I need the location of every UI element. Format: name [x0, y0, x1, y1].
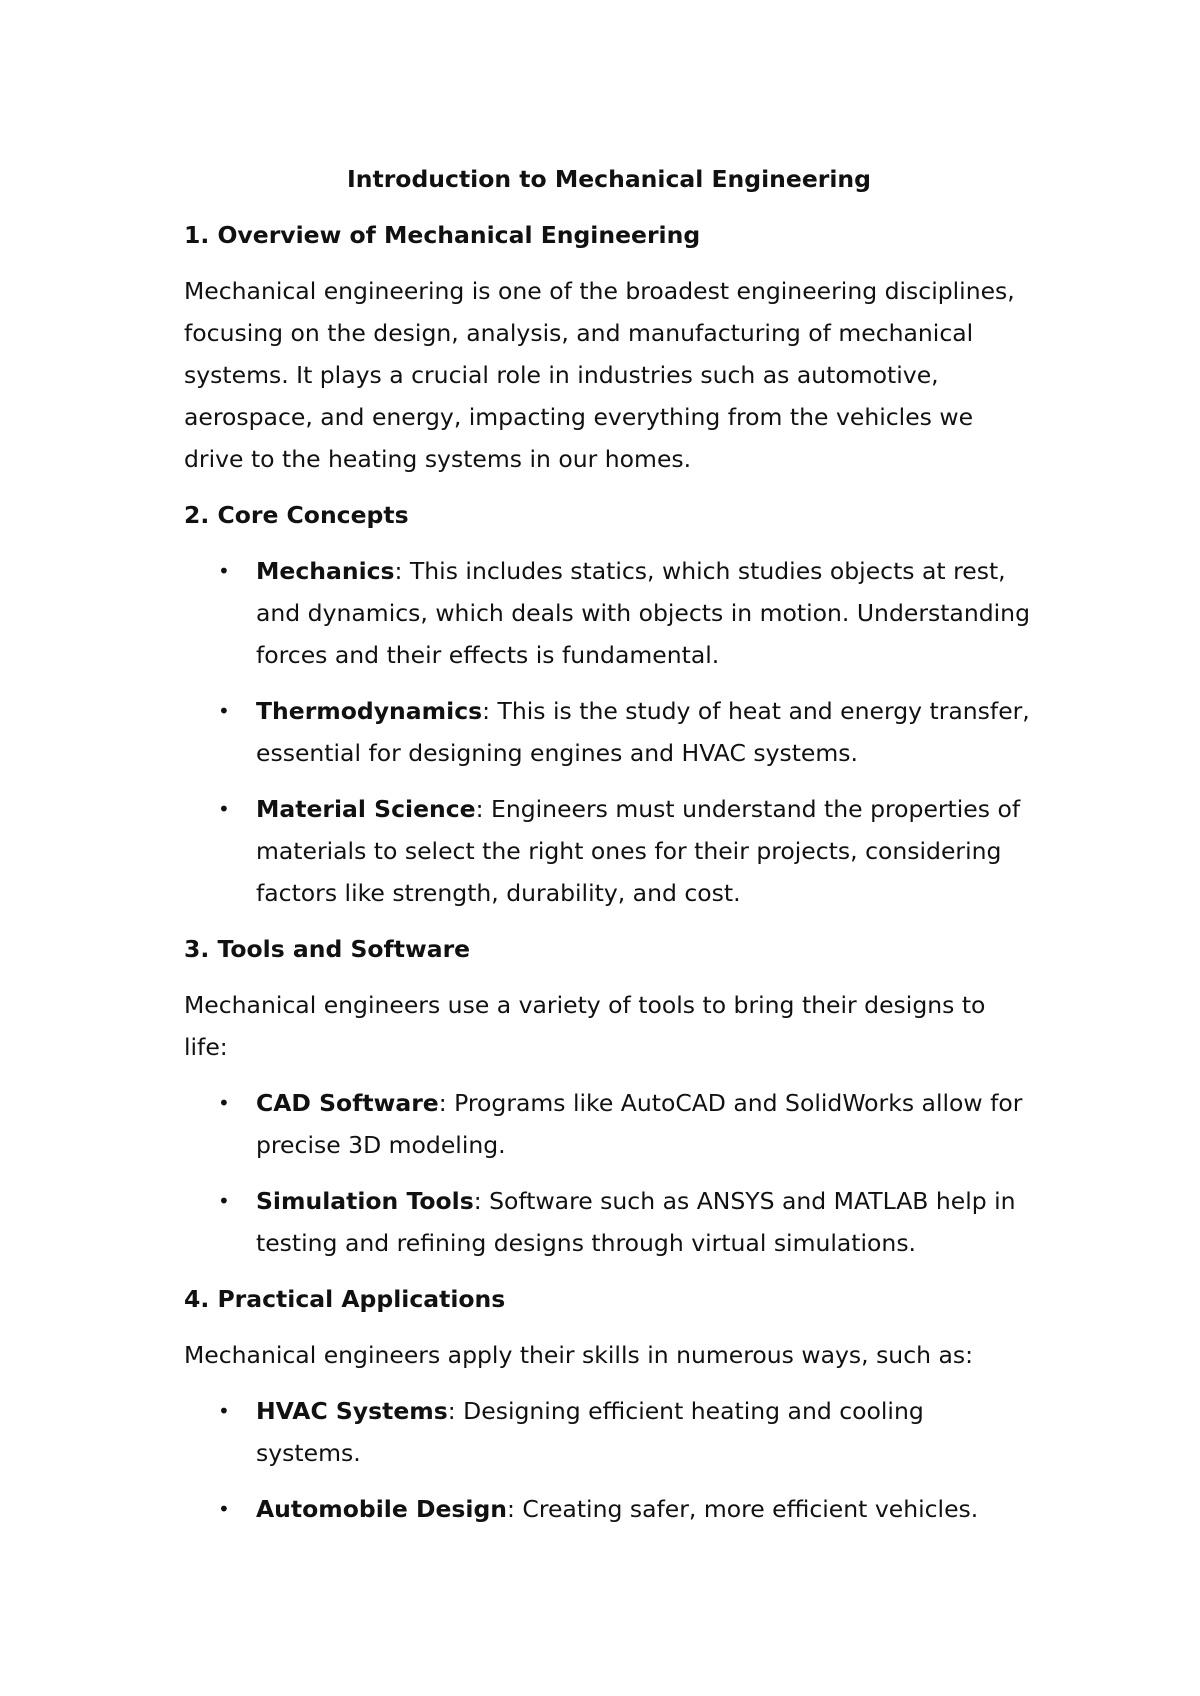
list-item-term: Automobile Design [256, 1495, 508, 1523]
section-heading-tools-software: 3. Tools and Software [184, 935, 471, 963]
section-heading-core-concepts: 2. Core Concepts [184, 501, 409, 529]
list-item-term: Mechanics [256, 557, 395, 585]
tools-software-list [184, 1082, 1034, 1264]
list-item [184, 550, 1034, 676]
list-item-text: : Software such as ANSYS and MATLAB help in testing and refining designs through virtual simulations. [256, 1187, 1016, 1257]
bullet-icon: • [218, 1091, 230, 1115]
list-item-term: CAD Software [256, 1089, 439, 1117]
bullet-icon: • [218, 1399, 230, 1423]
section-paragraph-overview: Mechanical engineering is one of the broadest engineering disciplines, focusing on the design, analysis, and manufacturing of mechanical systems. It plays a crucial role in industries such as automotive, aerospace, and energy, impacting everything from the vehicles we drive to the heating systems in our homes. [184, 277, 1015, 473]
list-item-term: Material Science [256, 795, 476, 823]
section-paragraph-tools-software: Mechanical engineers use a variety of tools to bring their designs to life: [184, 991, 986, 1061]
list-item-text: : Engineers must understand the properties of materials to select the right ones for their projects, considering factors like strength, durability, and cost. [256, 795, 1021, 907]
list-item-term: HVAC Systems [256, 1397, 448, 1425]
list-item-text: : Designing efficient heating and cooling systems. [256, 1397, 924, 1467]
list-item-text: : Programs like AutoCAD and SolidWorks allow for precise 3D modeling. [256, 1089, 1023, 1159]
list-item [184, 690, 1034, 774]
bullet-icon: • [218, 797, 230, 821]
bullet-icon: • [218, 699, 230, 723]
document-title: Introduction to Mechanical Engineering [347, 165, 871, 193]
list-item [184, 1082, 1034, 1166]
section-paragraph-practical-applications: Mechanical engineers apply their skills in numerous ways, such as: [184, 1341, 974, 1369]
bullet-icon: • [218, 559, 230, 583]
document-page [184, 158, 1034, 1544]
list-item [184, 1390, 1034, 1474]
list-item [184, 1488, 1034, 1530]
list-item-term: Simulation Tools [256, 1187, 474, 1215]
bullet-icon: • [218, 1497, 230, 1521]
list-item [184, 1180, 1034, 1264]
list-item-text: : This is the study of heat and energy transfer, essential for designing engines and HVAC systems. [256, 697, 1030, 767]
list-item [184, 788, 1034, 914]
practical-applications-list [184, 1390, 1034, 1530]
core-concepts-list [184, 550, 1034, 914]
section-heading-practical-applications: 4. Practical Applications [184, 1285, 506, 1313]
list-item-term: Thermodynamics [256, 697, 483, 725]
section-heading-overview: 1. Overview of Mechanical Engineering [184, 221, 701, 249]
list-item-text: : Creating safer, more efficient vehicles. [507, 1495, 979, 1523]
list-item-text: : This includes statics, which studies objects at rest, and dynamics, which deals with objects in motion. Understanding forces and their effects is fundamental. [256, 557, 1030, 669]
bullet-icon: • [218, 1189, 230, 1213]
